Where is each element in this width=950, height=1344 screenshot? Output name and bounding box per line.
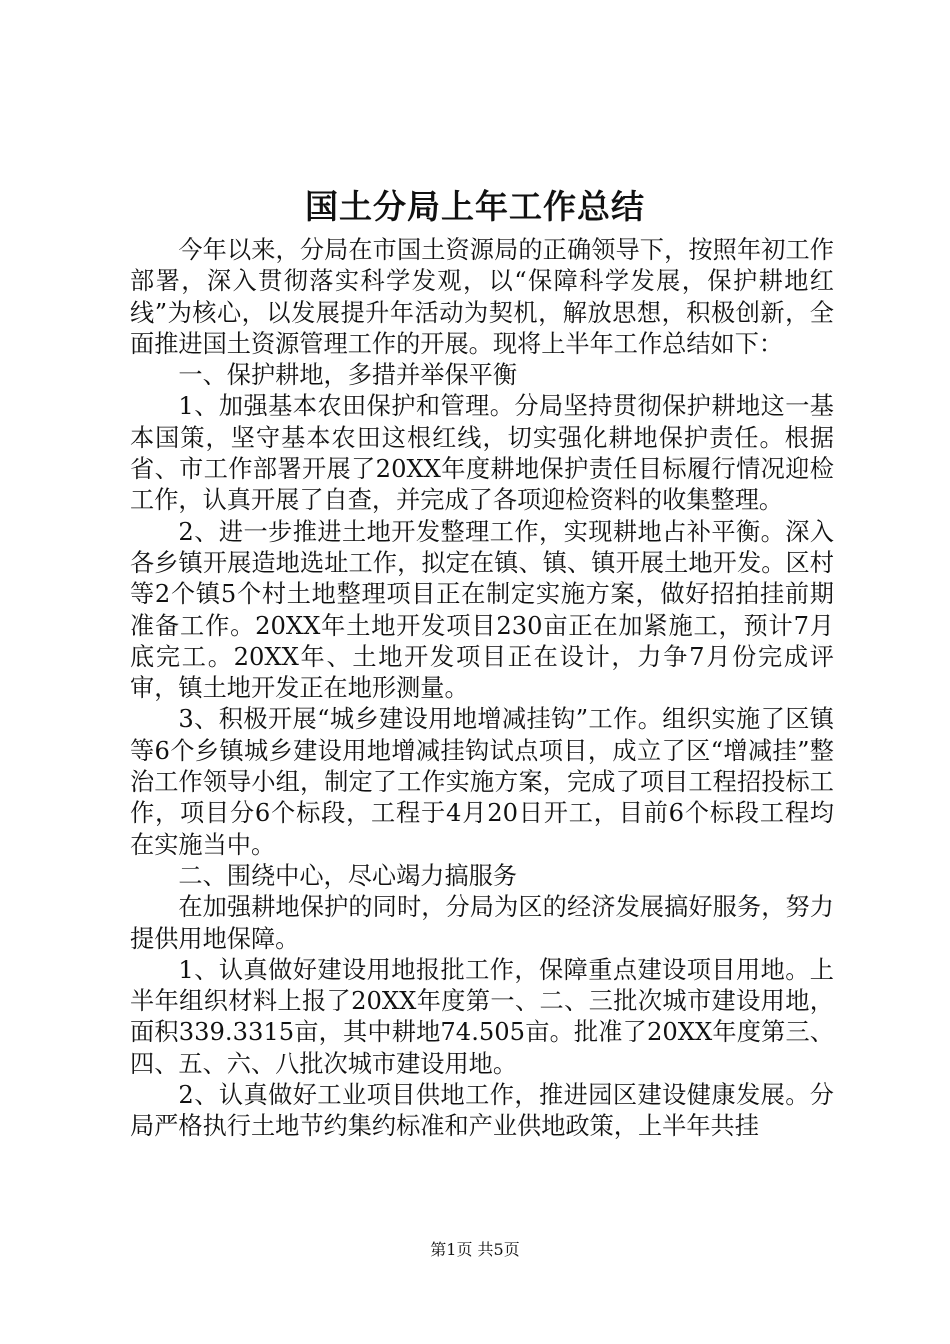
document-body (130, 235, 834, 1143)
paragraph-1-2: 2、进一步推进土地开发整理工作，实现耕地占补平衡。深入各乡镇开展造地选址工作，拟定在镇、镇、镇开展土地开发。区村等2个镇5个村土地整理项目正在制定实施方案，做好招拍挂前期准备工作。20XX年土地开发项目230亩正在加紧施工，预计7月底完工。20XX年、土地开发项目正在设计，力争7月份完成评审，镇土地开发正在地形测量。 (130, 517, 834, 703)
paragraph-2-1: 1、认真做好建设用地报批工作，保障重点建设项目用地。上半年组织材料上报了20XX年度第一、二、三批次城市建设用地，面积339.3315亩，其中耕地74.505亩。批准了20XX年度第三、四、五、六、八批次城市建设用地。 (130, 955, 834, 1078)
page-number-footer: 第1页 共5页 (430, 1240, 520, 1259)
paragraph-1-3: 3、积极开展“城乡建设用地增减挂钩”工作。组织实施了区镇等6个乡镇城乡建设用地增减挂钩试点项目，成立了区“增减挂”整治工作领导小组，制定了工作实施方案，完成了项目工程招投标工作，项目分6个标段，工程于4月20日开工，目前6个标段工程均在实施当中。 (130, 705, 834, 859)
section-2-intro: 在加强耕地保护的同时，分局为区的经济发展搞好服务，努力提供用地保障。 (130, 893, 834, 953)
intro-paragraph: 今年以来，分局在市国土资源局的正确领导下，按照年初工作部署，深入贯彻落实科学发观，以“保障科学发展，保护耕地红线”为核心，以发展提升年活动为契机，解放思想，积极创新，全面推进国土资源管理工作的开展。现将上半年工作总结如下： (130, 236, 834, 358)
paragraph-2-2: 2、认真做好工业项目供地工作，推进园区建设健康发展。分局严格执行土地节约集约标准和产业供地政策，上半年共挂 (130, 1081, 834, 1141)
document-title: 国土分局上年工作总结 (305, 187, 645, 226)
paragraph-1-1: 1、加强基本农田保护和管理。分局坚持贯彻保护耕地这一基本国策，坚守基本农田这根红线，切实强化耕地保护责任。根据省、市工作部署开展了20XX年度耕地保护责任目标履行情况迎检工作，认真开展了自查，并完成了各项迎检资料的收集整理。 (130, 392, 834, 515)
section-heading-1: 一、保护耕地，多措并举保平衡 (178, 361, 518, 390)
section-heading-2: 二、围绕中心，尽心竭力搞服务 (178, 861, 518, 890)
